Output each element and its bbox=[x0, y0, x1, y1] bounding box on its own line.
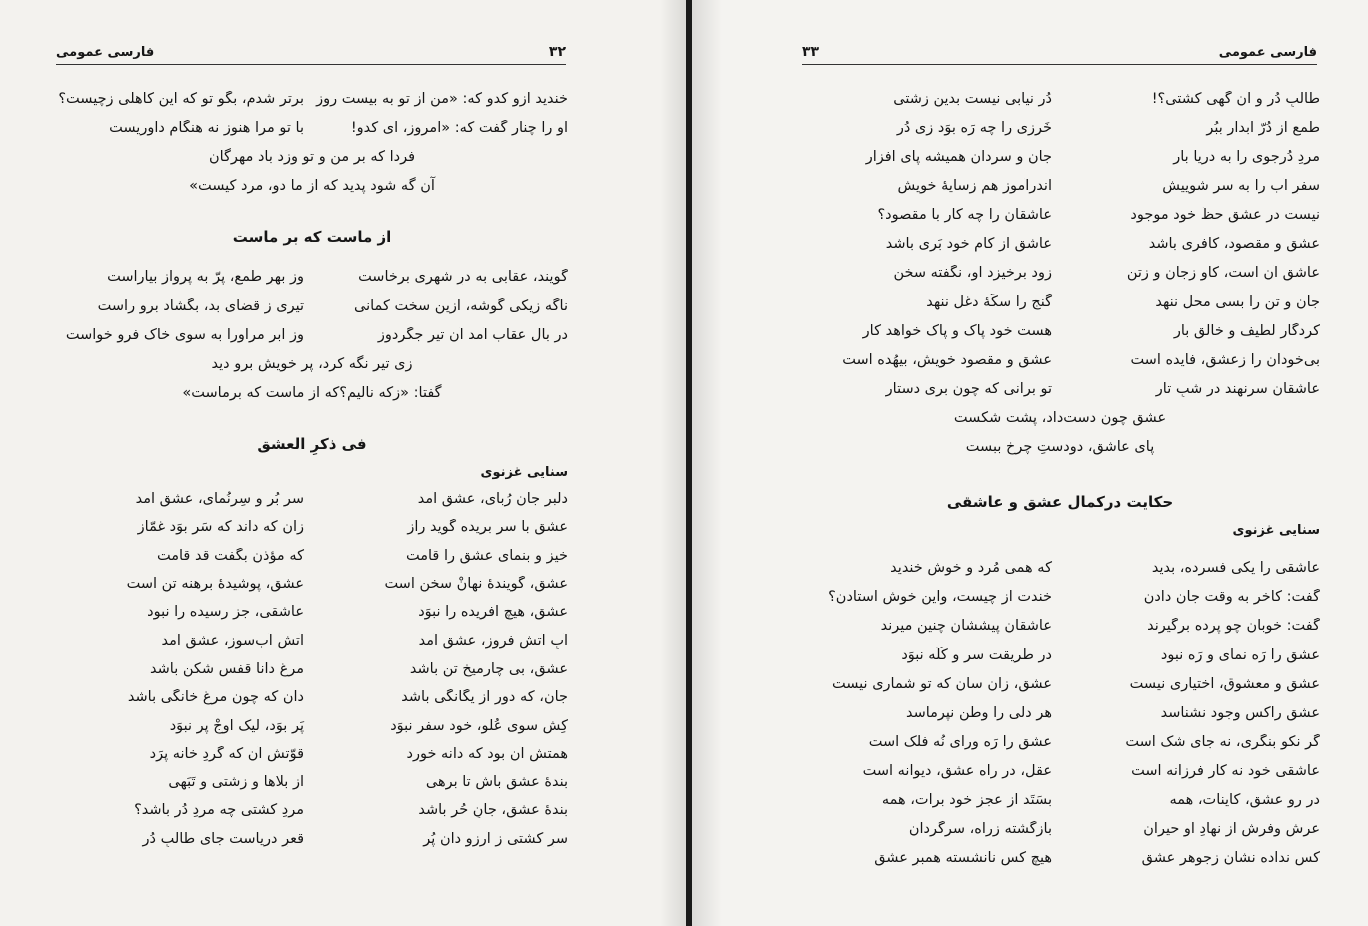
left-page-header bbox=[56, 40, 566, 65]
hemistich: در بال عقاب آمد آن تیر جگردوز bbox=[377, 326, 568, 343]
hemistich: بی‌خودان را زعشق، فایده است bbox=[1130, 351, 1320, 368]
couplet bbox=[56, 291, 568, 320]
hemistich: مرغِ دانا قفس شکن باشد bbox=[150, 660, 304, 677]
section-title: حکایت درکمال عشق و عاشقی bbox=[946, 493, 1174, 511]
hemistich: زود برخیزد او، نگفته سخن bbox=[893, 264, 1052, 281]
couplet bbox=[800, 200, 1320, 229]
couplet bbox=[800, 345, 1320, 374]
couplet bbox=[800, 669, 1320, 698]
hemistich: گفت: کاخر به وقت جان دادن bbox=[1143, 588, 1320, 605]
couplet bbox=[56, 598, 568, 626]
hemistich: قوّتش آن که گردِ خانه پرَد bbox=[149, 745, 304, 762]
couplet bbox=[800, 814, 1320, 843]
hemistich: خندید ازو کدو که: «من از تو به بیست روز bbox=[316, 90, 568, 107]
right-page bbox=[692, 0, 1368, 926]
right-page-content bbox=[800, 84, 1320, 872]
hemistich: برتر شدم، بگو تو که این کاهلی زچیست؟ bbox=[58, 90, 304, 107]
couplet bbox=[800, 611, 1320, 640]
hemistich: عاشقان سرنهند در شبِ تار bbox=[1155, 380, 1320, 397]
right-page-header bbox=[802, 40, 1317, 65]
hemistich: عاشقان را چه کار با مقصود؟ bbox=[877, 206, 1052, 223]
hemistich: عشق، بی چارمیخ تن باشد bbox=[409, 660, 568, 677]
hemistich: گفت: خوبان چو پرده برگیرند bbox=[1147, 617, 1320, 634]
hemistich: همتش آن بود که دانه خورد bbox=[406, 745, 568, 762]
hemistich: عشق و معشوق، اختیاری نیست bbox=[1129, 675, 1320, 692]
hemistich: بندهٔ عشق، جانِ حُر باشد bbox=[418, 802, 568, 819]
couplet bbox=[56, 113, 568, 142]
couplet bbox=[56, 655, 568, 683]
hemistich: گنج را سکّهٔ دغل ننهد bbox=[926, 293, 1052, 310]
hemistich: قعرِ دریاست جای طالبِ دُر bbox=[142, 830, 304, 847]
hemistich: عاشقی را یکی فسرده، بدید bbox=[1151, 559, 1320, 576]
couplet bbox=[56, 485, 568, 513]
author-name: سنایی غزنوی bbox=[480, 464, 568, 480]
hemistich: سر بُر و سِرنُمای، عشق آمد bbox=[135, 491, 304, 508]
hemistich: بسَتَد از عجزِ خود برات، همه bbox=[881, 791, 1052, 808]
hemistich: عاشقی، جز رسیده را نبود bbox=[147, 604, 304, 621]
couplet bbox=[800, 698, 1320, 727]
running-title: فارسی عمومی bbox=[1218, 45, 1317, 60]
couplet bbox=[800, 843, 1320, 872]
section-title: از ماست که بر ماست bbox=[232, 228, 392, 246]
hemistich: بازگشته زراه، سرگردان bbox=[908, 820, 1052, 837]
couplet bbox=[800, 142, 1320, 171]
couplet bbox=[56, 768, 568, 796]
hemistich: جان و تن را بسی محل ننهد bbox=[1155, 293, 1320, 310]
author-name: سنایی غزنوی bbox=[1232, 522, 1320, 538]
couplet bbox=[800, 287, 1320, 316]
hemistich: طمع از دُرّ آبدار ببُر bbox=[1206, 119, 1320, 136]
page-number: ۳۲ bbox=[548, 44, 566, 60]
hemistich: آبِ آتش فروز، عشق آمد bbox=[418, 632, 568, 649]
couplet bbox=[800, 229, 1320, 258]
hemistich: دان که چون مرغ خانگی باشد bbox=[127, 689, 304, 706]
hemistich: در طریقت سر و کُلَه نبوَد bbox=[901, 646, 1052, 663]
hemistich: گویند، عقابی به درِ شهری برخاست bbox=[358, 268, 568, 285]
hemistich: عقل، در راه عشق، دیوانه است bbox=[862, 762, 1052, 779]
couplet bbox=[56, 262, 568, 291]
hemistich: هست خود پاک و پاک خواهد کار bbox=[862, 322, 1052, 339]
hemistich: مردِ دُرجوی را به دریا بار bbox=[1173, 148, 1320, 165]
hemistich: در رو عشق، کاینات، همه bbox=[1169, 791, 1320, 808]
hemistich: جان، که دور از یگانگی باشد bbox=[401, 689, 568, 706]
hemistich: عاشق آن است، کاو زجان و زتن bbox=[1126, 264, 1320, 281]
hemistich: عشق را رَه نمای و رَه نبود bbox=[1160, 646, 1320, 663]
hemistich: پَر بوَد، لیک اوجْ پر نبوَد bbox=[169, 717, 304, 734]
hemistich: زان که داند که سَر بوَد غمّاز bbox=[137, 519, 304, 536]
hemistich: وز بهرِ طمع، پرّ به پرواز بیاراست bbox=[107, 268, 304, 285]
centered-verse: فردا که بر من و تو وزد باد مهرگان bbox=[208, 148, 416, 165]
couplet bbox=[56, 825, 568, 853]
hemistich: عشق، گویندهٔ نهانْ سخن است bbox=[384, 576, 568, 593]
couplet bbox=[56, 570, 568, 598]
centered-verse: گفتا: «زکه نالیم؟که از ماست که برماست» bbox=[182, 384, 442, 401]
hemistich: با تو مرا هنوز نه هنگام داوریست bbox=[109, 119, 304, 136]
hemistich: سرِ کشتی ز آرزو دان پُر bbox=[423, 830, 568, 847]
centered-verse: پای عاشق، دودستِ چرخ ببست bbox=[965, 438, 1155, 455]
section-title: فی ذکرِ العشق bbox=[257, 435, 367, 453]
hemistich: نیست در عشق حظِّ خود موجود bbox=[1130, 206, 1320, 223]
hemistich: عشق، پوشیدهٔ برهنه تن است bbox=[126, 576, 304, 593]
hemistich: کس نداده نشان زجوهر عشق bbox=[1141, 849, 1320, 866]
couplet bbox=[800, 582, 1320, 611]
couplet bbox=[56, 796, 568, 824]
centered-verse: آن گه شود پدید که از ما دو، مرد کیست» bbox=[189, 177, 435, 194]
couplet bbox=[800, 640, 1320, 669]
couplet bbox=[56, 513, 568, 541]
hemistich: تو برآنی که چون بری دستار bbox=[885, 380, 1052, 397]
hemistich: گر نکو بنگری، نه جای شک است bbox=[1125, 733, 1320, 750]
hemistich: طالبِ دُر و آن گهی کشتی؟! bbox=[1151, 90, 1320, 107]
hemistich: عرش وفرش از نهادِ او حیران bbox=[1143, 820, 1320, 837]
hemistich: تیری ز قضای بد، بگشاد برو راست bbox=[97, 297, 304, 314]
centered-verse: عشق چون دست‌داد، پشت شکست bbox=[953, 409, 1167, 426]
hemistich: عشق و مقصود خویش، بیهُده است bbox=[842, 351, 1052, 368]
hemistich: سفرِ آب را به سر شوییش bbox=[1162, 177, 1320, 194]
hemistich: عشق، زان سان که تو شماری نیست bbox=[832, 675, 1052, 692]
hemistich: هیچ کس نانشسته همبرِ عشق bbox=[874, 849, 1052, 866]
page-number: ۳۳ bbox=[802, 44, 820, 60]
hemistich: خیز و بنمای عشق را قامت bbox=[405, 547, 568, 564]
hemistich: بندهٔ عشق باش تا برهی bbox=[425, 774, 568, 791]
hemistich: آتشِ آب‌سوز، عشق آمد bbox=[161, 632, 304, 649]
hemistich: ناگه زیکی گوشه، ازین سخت کمانی bbox=[354, 297, 568, 314]
left-page-content bbox=[56, 84, 568, 853]
hemistich: عاشقی خود نه کار فرزانه است bbox=[1131, 762, 1320, 779]
hemistich: عشق، هیچ آفریده را نبوَد bbox=[418, 604, 568, 621]
couplet bbox=[800, 374, 1320, 403]
hemistich: عشق با سر بریده گوید راز bbox=[407, 519, 568, 536]
running-title: فارسی عمومی bbox=[56, 45, 155, 60]
couplet bbox=[56, 84, 568, 113]
hemistich: عاشق از کامِ خود بَری باشد bbox=[885, 235, 1052, 252]
couplet bbox=[800, 756, 1320, 785]
couplet bbox=[56, 740, 568, 768]
couplet bbox=[56, 711, 568, 739]
hemistich: دلبرِ جان رُبای، عشق آمد bbox=[417, 491, 568, 508]
couplet bbox=[800, 553, 1320, 582]
couplet bbox=[800, 171, 1320, 200]
hemistich: او را چنار گفت که: «امروز، ای کدو! bbox=[350, 119, 568, 136]
hemistich: اندرآموز هم زسایهٔ خویش bbox=[897, 177, 1052, 194]
hemistich: که همی مُرد و خوش خندید bbox=[890, 559, 1052, 576]
couplet bbox=[800, 258, 1320, 287]
hemistich: کِش سوی عُلو، خود سفر نبوَد bbox=[390, 717, 568, 734]
hemistich: عشق و مقصود، کافری باشد bbox=[1148, 235, 1320, 252]
hemistich: خندت از چیست، واین خوش استادن؟ bbox=[828, 588, 1052, 605]
hemistich: خَرزی را چه رَه بوَد زی دُر bbox=[896, 119, 1052, 136]
couplet bbox=[56, 683, 568, 711]
hemistich: دُر نیابی نیست بدین زشتی bbox=[893, 90, 1052, 107]
hemistich: جان و سردان همیشه پای افزار bbox=[865, 148, 1052, 165]
couplet bbox=[800, 316, 1320, 345]
hemistich: وز ابر مراورا به سوی خاک فرو خواست bbox=[65, 326, 304, 343]
hemistich: هر دلی را وطن نپرماسد bbox=[905, 704, 1052, 721]
hemistich: از بلاها و زشتی و تَبَهی bbox=[168, 774, 304, 791]
hemistich: عشق راکس وجود نشناسد bbox=[1160, 704, 1320, 721]
hemistich: عشق را رَه ورای نُه فلک است bbox=[868, 733, 1052, 750]
hemistich: عاشقان پیششان چنین میرند bbox=[880, 617, 1052, 634]
couplet bbox=[800, 113, 1320, 142]
hemistich: مردِ کشتی چه مردِ دُر باشد؟ bbox=[134, 802, 304, 819]
centered-verse: زی تیر نگه کرد، پر خویش برو دید bbox=[211, 355, 413, 372]
couplet bbox=[56, 320, 568, 349]
couplet bbox=[800, 84, 1320, 113]
couplet bbox=[56, 542, 568, 570]
couplet bbox=[800, 785, 1320, 814]
couplet bbox=[800, 727, 1320, 756]
hemistich: که مؤذن بگفت قد قامت bbox=[157, 547, 304, 564]
hemistich: کردگار لطیف و خالقِ بار bbox=[1173, 322, 1320, 339]
couplet bbox=[56, 626, 568, 654]
